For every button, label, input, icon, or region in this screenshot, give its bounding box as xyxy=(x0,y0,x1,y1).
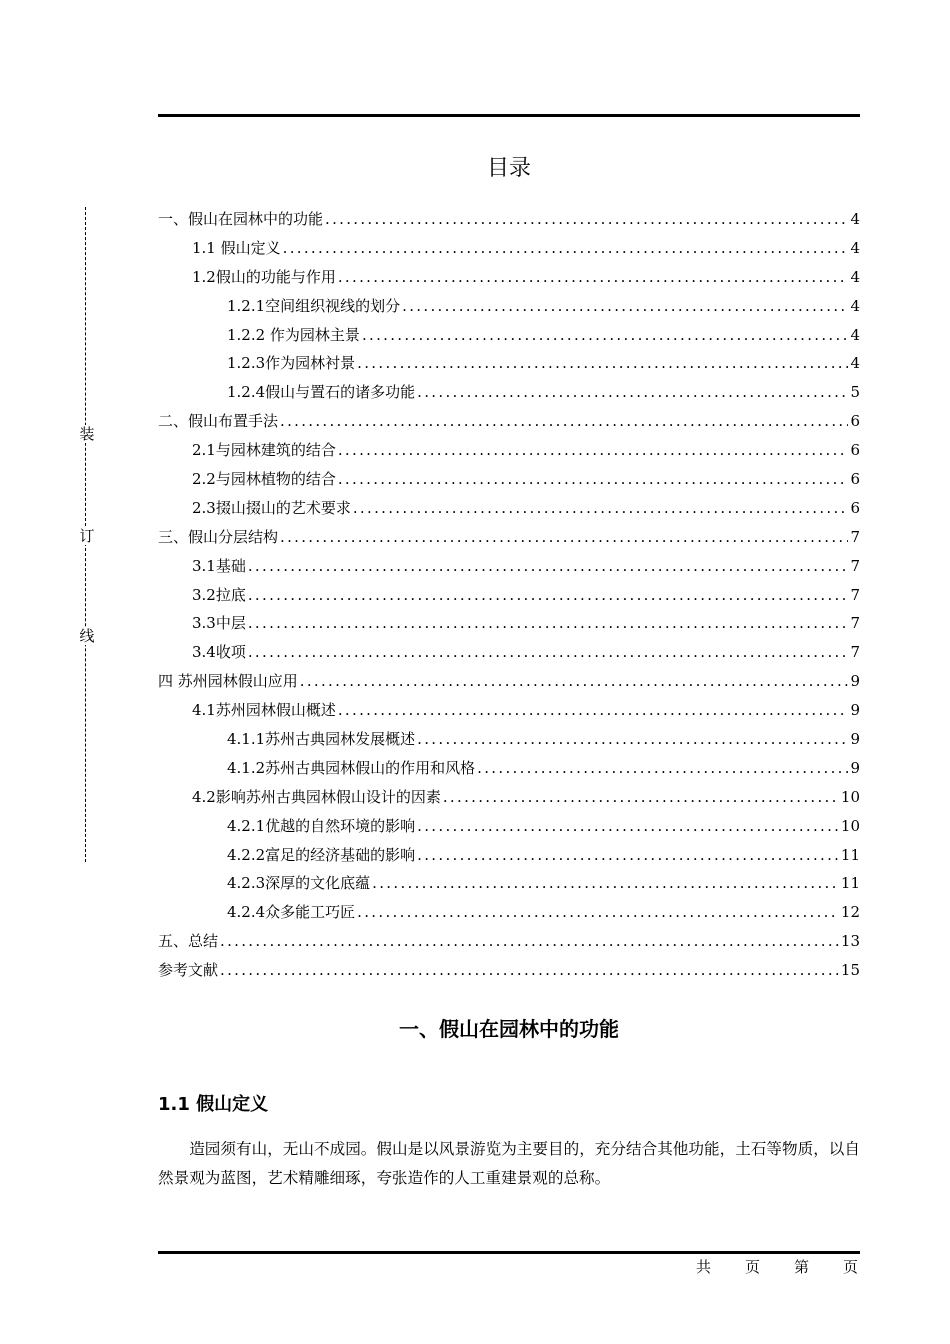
toc-leader-dots xyxy=(353,499,849,517)
toc-leader-dots xyxy=(357,354,848,372)
toc-entry-page: 9 xyxy=(850,730,860,749)
toc-entry-label: 1.2.1空间组织视线的划分 xyxy=(227,296,401,315)
toc-entry-label: 3.4收项 xyxy=(192,643,246,662)
toc-title: 目录 xyxy=(486,156,531,181)
toc-entry-page: 7 xyxy=(850,614,860,633)
toc-entry-label: 一、假山在园林中的功能 xyxy=(158,210,324,228)
toc-entry[interactable] xyxy=(158,699,860,728)
toc-entry-label: 3.2拉底 xyxy=(192,585,246,604)
toc-leader-dots xyxy=(280,412,848,430)
toc-entry[interactable] xyxy=(158,237,860,266)
footer-rule xyxy=(158,1251,860,1254)
body-paragraph: 造园须有山，无山不成园。假山是以风景游览为主要目的，充分结合其他功能，土石等物质，以自然景观为蓝图，艺术精雕细琢，夸张造作的人工重建景观的总称。 xyxy=(158,1140,860,1187)
toc-entry-page: 10 xyxy=(840,816,860,835)
section-heading: 一、假山在园林中的功能 xyxy=(399,1017,619,1041)
toc-entry[interactable] xyxy=(158,728,860,757)
toc-entry-page: 4 xyxy=(850,267,860,286)
toc-leader-dots xyxy=(338,701,849,719)
toc-entry[interactable] xyxy=(158,266,860,295)
toc-entry-page: 12 xyxy=(840,903,860,922)
toc-leader-dots xyxy=(248,614,849,632)
toc-entry-label: 4.2影响苏州古典园林假山设计的因素 xyxy=(192,787,441,806)
toc-entry[interactable] xyxy=(158,959,860,988)
toc-entry[interactable] xyxy=(158,468,860,497)
toc-entry-label: 2.2与园林植物的结合 xyxy=(192,470,336,489)
footer-current-label: 第 xyxy=(793,1258,809,1276)
toc-entry-page: 7 xyxy=(850,585,860,604)
toc-leader-dots xyxy=(248,643,849,661)
toc-leader-dots xyxy=(300,672,849,690)
toc-leader-dots xyxy=(357,903,839,921)
toc-entry[interactable] xyxy=(158,612,860,641)
toc-entry-label: 四 苏州园林假山应用 xyxy=(158,672,298,691)
toc-leader-dots xyxy=(417,817,839,835)
toc-leader-dots xyxy=(338,470,849,488)
toc-entry-label: 1.1 假山定义 xyxy=(192,238,281,257)
toc-entry[interactable] xyxy=(158,497,860,526)
toc-entry-label: 3.3中层 xyxy=(192,614,246,633)
toc-entry-label: 五、总结 xyxy=(158,932,219,951)
toc-entry-label: 3.1基础 xyxy=(192,556,246,575)
toc-entry-label: 1.2.4假山与置石的诸多功能 xyxy=(227,383,416,402)
toc-leader-dots xyxy=(417,730,848,748)
toc-entry[interactable] xyxy=(158,555,860,584)
toc-leader-dots xyxy=(417,383,848,401)
toc-entry[interactable] xyxy=(158,641,860,670)
toc-entry-page: 13 xyxy=(840,932,860,951)
toc-entry-page: 9 xyxy=(850,758,860,777)
toc-leader-dots xyxy=(283,239,849,257)
toc-entry-page: 6 xyxy=(850,412,860,431)
toc-entry-page: 6 xyxy=(850,441,860,460)
toc-entry-label: 4.2.3深厚的文化底蕴 xyxy=(227,874,371,893)
toc-entry-label: 2.1与园林建筑的结合 xyxy=(192,441,336,460)
toc-entry-page: 4 xyxy=(850,296,860,315)
toc-entry[interactable] xyxy=(158,526,860,555)
toc-entry-page: 4 xyxy=(850,210,860,228)
toc-leader-dots xyxy=(325,210,848,228)
toc-entry-page: 11 xyxy=(840,874,860,893)
toc-entry[interactable] xyxy=(158,352,860,381)
toc-entry-page: 6 xyxy=(850,498,860,517)
toc-leader-dots xyxy=(443,788,839,806)
toc-entry[interactable] xyxy=(158,786,860,815)
toc-entry-page: 7 xyxy=(850,556,860,575)
toc-leader-dots xyxy=(248,557,849,575)
toc-entry-page: 11 xyxy=(840,845,860,864)
toc-entry-label: 4.2.2富足的经济基础的影响 xyxy=(227,845,416,864)
toc-entry[interactable] xyxy=(158,439,860,468)
page-footer xyxy=(696,1256,858,1278)
footer-current-unit: 页 xyxy=(842,1258,858,1276)
toc-entry-label: 4.1.2苏州古典园林假山的作用和风格 xyxy=(227,758,476,777)
toc-entry-label: 4.2.4众多能工巧匠 xyxy=(227,903,356,922)
toc-leader-dots xyxy=(220,961,839,979)
toc-entry-label: 三、假山分层结构 xyxy=(158,527,279,546)
toc-entry-label: 4.2.1优越的自然环境的影响 xyxy=(227,816,416,835)
toc-leader-dots xyxy=(220,932,839,950)
toc-leader-dots xyxy=(280,528,848,546)
header-rule xyxy=(158,114,860,117)
toc-entry-page: 10 xyxy=(840,787,860,806)
toc-entry[interactable] xyxy=(158,584,860,613)
toc-entry-page: 9 xyxy=(850,701,860,720)
toc-leader-dots xyxy=(417,846,839,864)
toc-entry-page: 7 xyxy=(850,527,860,546)
toc-entry-label: 1.2.3作为园林衬景 xyxy=(227,354,356,373)
toc-entry-page: 4 xyxy=(850,325,860,344)
toc-entry-label: 4.1苏州园林假山概述 xyxy=(192,701,336,720)
toc-entry-label: 1.2.2 作为园林主景 xyxy=(227,325,360,344)
table-of-contents xyxy=(158,208,860,988)
toc-leader-dots xyxy=(402,297,848,315)
toc-entry[interactable] xyxy=(158,208,860,237)
binding-line xyxy=(79,207,95,862)
toc-leader-dots xyxy=(338,441,849,459)
toc-entry-label: 2.3掇山掇山的艺术要求 xyxy=(192,498,351,517)
toc-entry[interactable] xyxy=(158,844,860,873)
toc-leader-dots xyxy=(362,326,849,344)
toc-entry-page: 4 xyxy=(850,354,860,373)
toc-leader-dots xyxy=(338,268,849,286)
toc-entry-page: 6 xyxy=(850,470,860,489)
binding-char-3: 线 xyxy=(79,627,95,645)
toc-entry-label: 1.2假山的功能与作用 xyxy=(192,267,336,286)
toc-entry[interactable] xyxy=(158,670,860,699)
toc-entry-page: 9 xyxy=(850,672,860,691)
toc-entry[interactable] xyxy=(158,930,860,959)
toc-entry[interactable] xyxy=(158,872,860,901)
toc-entry-label: 参考文献 xyxy=(158,961,219,980)
binding-char-1: 装 xyxy=(79,425,95,443)
toc-leader-dots xyxy=(248,586,849,604)
toc-entry-page: 7 xyxy=(850,643,860,662)
toc-entry-label: 二、假山布置手法 xyxy=(158,412,279,431)
toc-entry-label: 4.1.1苏州古典园林发展概述 xyxy=(227,730,416,749)
subsection-heading: 1.1 假山定义 xyxy=(158,1094,269,1115)
footer-total-unit: 页 xyxy=(744,1258,760,1276)
toc-entry[interactable] xyxy=(158,324,860,353)
toc-entry[interactable] xyxy=(158,757,860,786)
toc-entry-page: 4 xyxy=(850,238,860,257)
toc-entry[interactable] xyxy=(158,295,860,324)
toc-entry[interactable] xyxy=(158,381,860,410)
toc-leader-dots xyxy=(477,759,848,777)
toc-entry[interactable] xyxy=(158,410,860,439)
binding-char-2: 订 xyxy=(79,527,95,545)
toc-entry[interactable] xyxy=(158,901,860,930)
toc-entry-page: 5 xyxy=(850,383,860,402)
toc-leader-dots xyxy=(372,874,839,892)
toc-entry[interactable] xyxy=(158,815,860,844)
footer-total-label: 共 xyxy=(695,1258,711,1276)
toc-entry-page: 15 xyxy=(840,961,860,980)
